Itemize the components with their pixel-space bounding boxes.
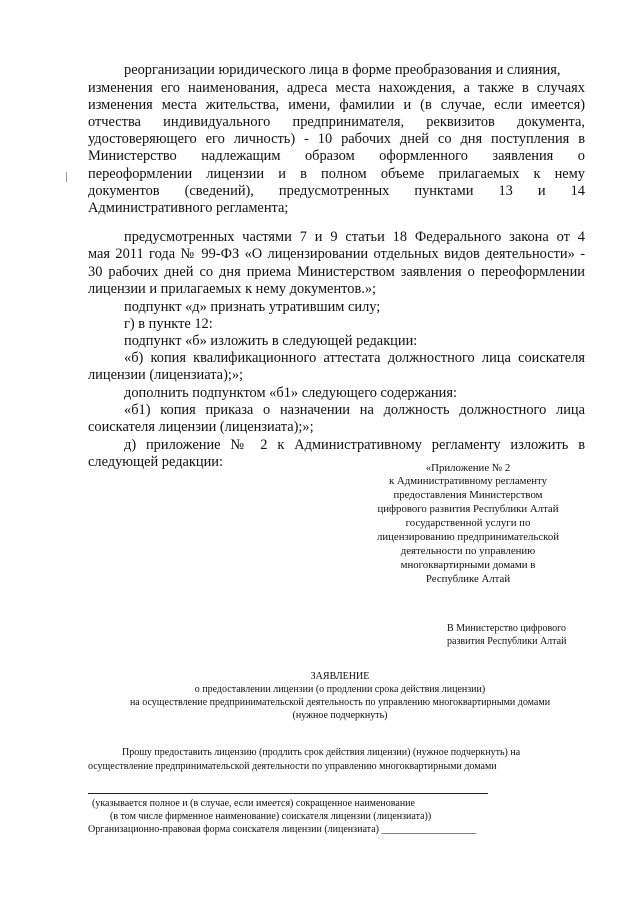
note-line: (в том числе фирменное наименование) соискателя лицензии (лицензиата)) [110,811,432,822]
body-line: изменения места жительства, имени, фамилии и (в случае, если имеется) [88,97,585,113]
blank-field-line [88,793,488,794]
form-subtitle-line: на осуществление предпринимательской деятельность по управлению многоквартирными домами [129,697,551,708]
request-line: Прошу предоставить лицензию (продлить срок действия лицензии) (нужное подчеркнуть) на [122,747,521,758]
form-subtitle-line: (нужное подчеркнуть) [292,710,388,721]
body-line: д) приложение № 2 к Административному регламенту изложить в [124,437,585,453]
appendix-line: к Административному регламенту [388,475,548,487]
appendix-line: «Приложение № 2 [425,462,511,474]
body-line: переоформлении лицензии и в полном объеме прилагаемых к нему [88,166,585,182]
body-line: изменения его наименования, адреса места нахождения, а также в случаях [88,80,585,96]
body-line: «б1) копия приказа о назначении на должность должностного лица [124,402,585,418]
appendix-line: предоставления Министерством [393,489,543,501]
body-line: г) в пункте 12: [124,316,213,332]
form-title: ЗАЯВЛЕНИЕ [310,671,370,682]
margin-mark [66,172,67,182]
appendix-line: деятельности по управлению [400,545,536,557]
addressee-line: В Министерство цифрового [447,623,567,634]
appendix-line: государственной услуги по [405,517,531,529]
appendix-line: лицензированию предпринимательской [376,531,559,543]
body-line: Министерство надлежащим образом оформленного заявления о [88,148,585,164]
note-line: Организационно-правовая форма соискателя лицензии (лицензиата) ___________________ [88,824,477,835]
body-line: удостоверяющего его личность) - 10 рабочих дней со дня поступления в [88,131,585,147]
body-line: следующей редакции: [88,454,223,470]
body-line: реорганизации юридического лица в форме преобразования и слияния, [124,62,561,78]
body-line: 30 рабочих дней со дня приема Министерством заявления о переоформлении [88,264,585,280]
body-line: «б) копия квалификационного аттестата должностного лица соискателя [124,350,585,366]
body-line: мая 2011 года № 99-ФЗ «О лицензировании отдельных видов деятельности» - [88,246,585,262]
body-line: предусмотренных частями 7 и 9 статьи 18 Федерального закона от 4 [124,229,585,245]
body-line: отчества индивидуального предпринимателя, реквизитов документа, [88,114,585,130]
body-line: документов (сведений), предусмотренных пунктами 13 и 14 [88,183,585,199]
appendix-line: цифрового развития Республики Алтай [377,503,559,515]
body-line: дополнить подпунктом «б1» следующего содержания: [124,385,457,401]
form-subtitle-line: о предоставлении лицензии (о продлении срока действия лицензии) [194,684,486,695]
appendix-line: Республике Алтай [425,573,511,585]
appendix-line: многоквартирными домами в [400,559,536,571]
body-line: подпункт «б» изложить в следующей редакции: [124,333,418,349]
body-line: подпункт «д» признать утратившим силу; [124,299,381,315]
request-line: осуществление предпринимательской деятельности по управлению многоквартирными домами [88,761,497,772]
body-line: Административного регламента; [88,200,289,216]
body-line: соискателя лицензии (лицензиата);»; [88,419,314,435]
body-line: лицензии и прилагаемых к нему документов.»; [88,281,377,297]
body-line: лицензии (лицензиата);»; [88,367,244,383]
note-line: (указывается полное и (в случае, если имеется) сокращенное наименование [92,798,415,809]
addressee-line: развития Республики Алтай [447,636,567,647]
